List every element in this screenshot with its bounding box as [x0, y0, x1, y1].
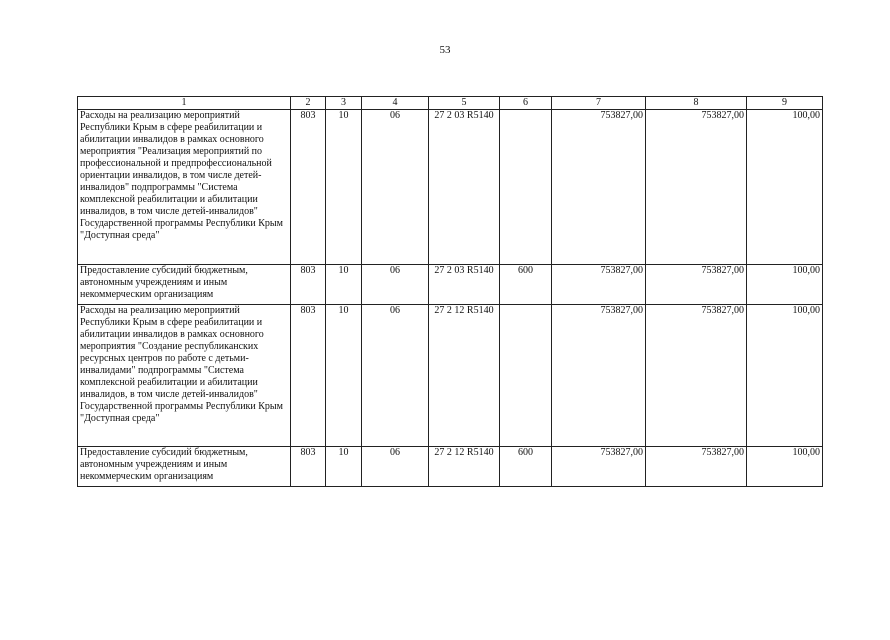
- row-target-article: 27 2 12 R5140: [429, 305, 500, 447]
- row-subsection: 06: [362, 447, 429, 487]
- row-expense-type: [500, 110, 552, 265]
- row-target-article: 27 2 03 R5140: [429, 265, 500, 305]
- row-amount-total: 753827,00: [552, 305, 646, 447]
- row-percent: 100,00: [747, 305, 823, 447]
- row-description: Предоставление субсидий бюджетным, автономным учреждениям и иным некоммерческим организациям: [78, 447, 291, 487]
- row-description: Расходы на реализацию мероприятий Республики Крым в сфере реабилитации и абилитации инвалидов в рамках основного мероприятия "Создание республиканских ресурсных центров по работе с детьми-инвалидами" подпрограммы "Система комплексной реабилитации и абилитации инвалидов, в том числе детей-инвалидов" Государственной программы Республики Крым "Доступная среда": [78, 305, 291, 447]
- table-row: [78, 447, 823, 487]
- table-row: [78, 110, 823, 265]
- column-header-5: 5: [429, 97, 500, 110]
- row-section: 10: [326, 110, 362, 265]
- row-expense-type: 600: [500, 447, 552, 487]
- budget-table: [77, 96, 823, 487]
- row-subsection: 06: [362, 110, 429, 265]
- row-subsection: 06: [362, 305, 429, 447]
- row-subsection: 06: [362, 265, 429, 305]
- row-amount-executed: 753827,00: [646, 265, 747, 305]
- row-expense-type: 600: [500, 265, 552, 305]
- column-header-1: 1: [78, 97, 291, 110]
- column-header-3: 3: [326, 97, 362, 110]
- row-amount-total: 753827,00: [552, 110, 646, 265]
- column-header-6: 6: [500, 97, 552, 110]
- header-row: [78, 97, 823, 110]
- row-target-article: 27 2 12 R5140: [429, 447, 500, 487]
- column-header-7: 7: [552, 97, 646, 110]
- row-grbs-code: 803: [291, 110, 326, 265]
- column-header-8: 8: [646, 97, 747, 110]
- page-number: 53: [439, 44, 451, 56]
- row-amount-total: 753827,00: [552, 265, 646, 305]
- row-percent: 100,00: [747, 265, 823, 305]
- row-section: 10: [326, 265, 362, 305]
- column-header-9: 9: [747, 97, 823, 110]
- row-section: 10: [326, 305, 362, 447]
- row-expense-type: [500, 305, 552, 447]
- row-description: Предоставление субсидий бюджетным, автономным учреждениям и иным некоммерческим организациям: [78, 265, 291, 305]
- column-header-4: 4: [362, 97, 429, 110]
- table-row: [78, 265, 823, 305]
- row-amount-total: 753827,00: [552, 447, 646, 487]
- column-header-2: 2: [291, 97, 326, 110]
- row-section: 10: [326, 447, 362, 487]
- row-percent: 100,00: [747, 110, 823, 265]
- row-amount-executed: 753827,00: [646, 305, 747, 447]
- row-grbs-code: 803: [291, 305, 326, 447]
- row-grbs-code: 803: [291, 447, 326, 487]
- table-row: [78, 305, 823, 447]
- row-grbs-code: 803: [291, 265, 326, 305]
- row-description: Расходы на реализацию мероприятий Республики Крым в сфере реабилитации и абилитации инвалидов в рамках основного мероприятия "Реализация мероприятий по профессиональной и предпрофессиональной ориентации инвалидов, в том числе детей-инвалидов" подпрограммы "Система комплексной реабилитации и абилитации инвалидов, в том числе детей-инвалидов" Государственной программы Республики Крым "Доступная среда": [78, 110, 291, 265]
- row-target-article: 27 2 03 R5140: [429, 110, 500, 265]
- row-amount-executed: 753827,00: [646, 110, 747, 265]
- row-percent: 100,00: [747, 447, 823, 487]
- row-amount-executed: 753827,00: [646, 447, 747, 487]
